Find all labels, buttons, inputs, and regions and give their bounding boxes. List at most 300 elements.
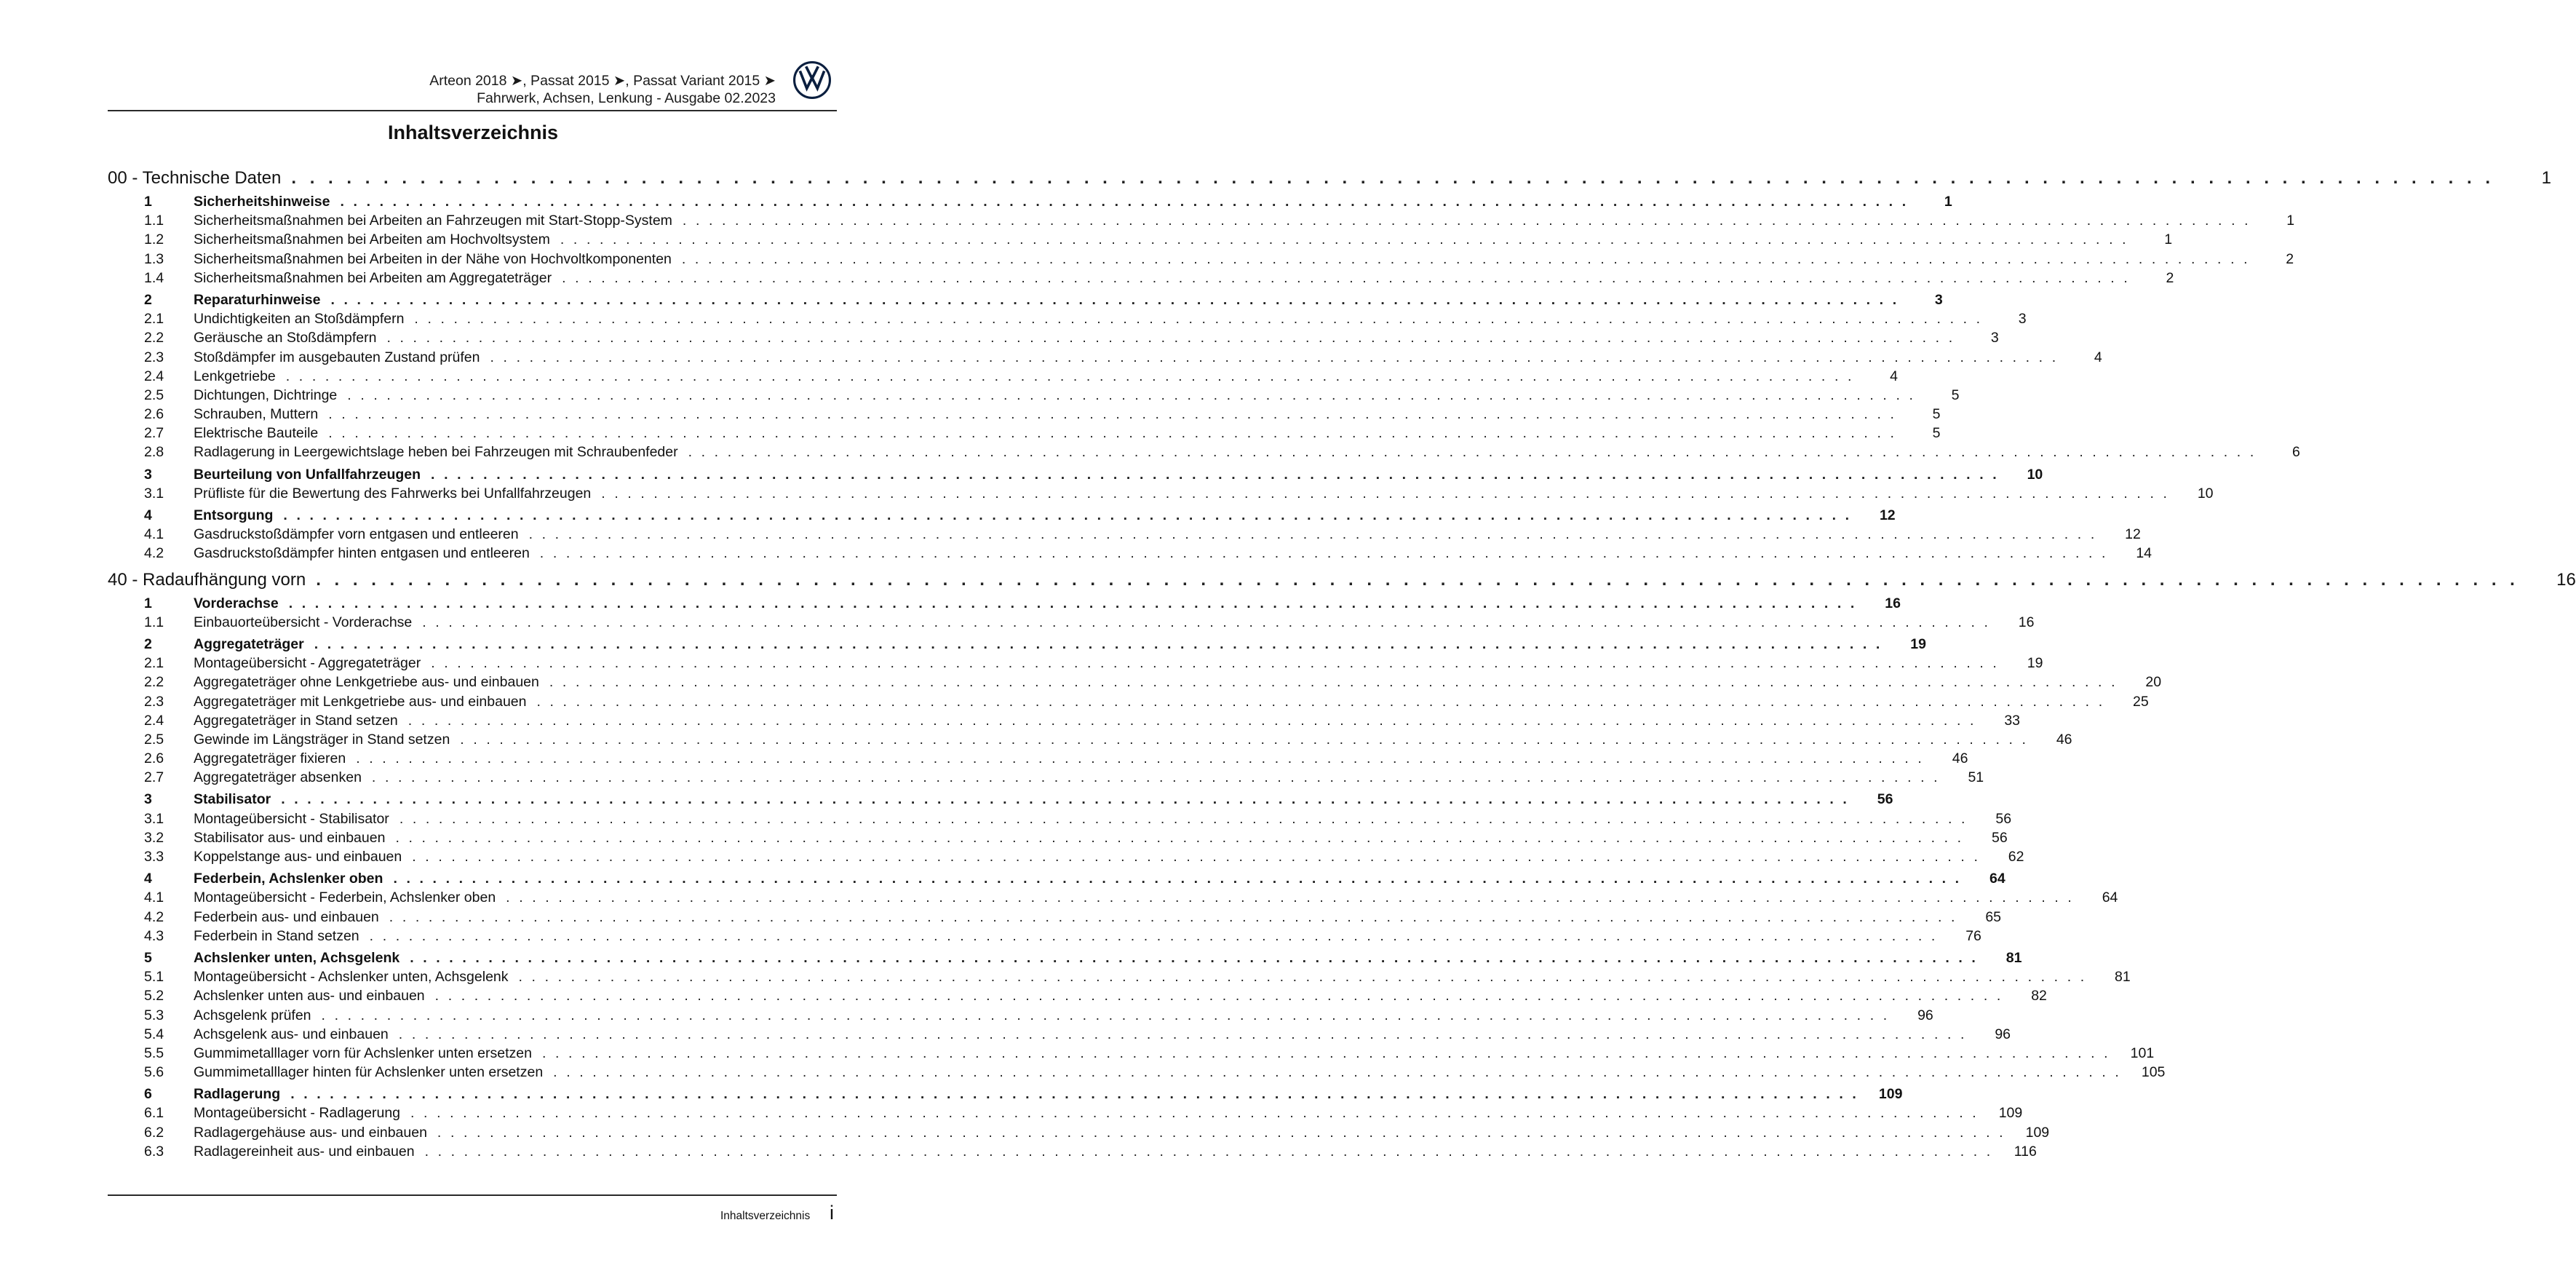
toc-page-number: 10 bbox=[2027, 466, 2043, 483]
toc-dot-leader: . . . . . . . . . . . . . . . . . . . . . . . . . . . . . . . . . . . . . . . . . . . . . . . . . . . . . . . . . . . . . . . . . . . . . . . . . . . . . . . . . . . . . . . . . . . . . . . . . . . . . . . . . . . . . . . . . . . . . . . . bbox=[398, 1026, 1968, 1042]
toc-title: Achslenker unten, Achsgelenk bbox=[194, 949, 400, 966]
header-rule bbox=[108, 110, 837, 111]
toc-leader-line bbox=[194, 730, 2072, 749]
toc-number: 4.1 bbox=[144, 526, 164, 543]
toc-page-number: 3 bbox=[2018, 311, 2027, 328]
toc-leader-line bbox=[194, 348, 2102, 367]
toc-title: Undichtigkeiten an Stoßdämpfern bbox=[194, 311, 405, 328]
toc-page-number: 76 bbox=[1965, 927, 1981, 944]
toc-title: Achsgelenk prüfen bbox=[194, 1007, 311, 1023]
toc-title: 40 - Radaufhängung vorn bbox=[108, 569, 306, 590]
toc-page-number: 5 bbox=[1932, 425, 1941, 442]
toc-leader-line bbox=[194, 367, 1898, 386]
toc-number: 6.3 bbox=[144, 1143, 164, 1160]
toc-dot-leader: . . . . . . . . . . . . . . . . . . . . . . . . . . . . . . . . . . . . . . . . . . . . . . . . . . . . . . . . . . . . . . . . . . . . . . . . . . . . . . . . . . . . . . . . . . . . . . . . . . . . . . . . . . . . . . . . . . . . . . . . bbox=[424, 1143, 1993, 1160]
toc-title: Koppelstange aus- und einbauen bbox=[194, 849, 402, 865]
toc-title: Montageübersicht - Federbein, Achslenker oben bbox=[194, 889, 496, 906]
toc-section[interactable] bbox=[108, 790, 1893, 809]
toc-chapter[interactable] bbox=[108, 569, 2576, 590]
toc-title: Stabilisator bbox=[194, 791, 271, 808]
toc-number: 4.1 bbox=[144, 889, 164, 906]
toc-leader-line bbox=[194, 711, 2021, 730]
toc-title: Montageübersicht - Aggregateträger bbox=[194, 655, 421, 672]
toc-number: 1.2 bbox=[144, 231, 164, 248]
toc-leader-line bbox=[194, 967, 2131, 986]
toc-number: 2 bbox=[144, 635, 152, 652]
toc-leader-line bbox=[194, 290, 1943, 309]
toc-title: Aggregateträger absenken bbox=[194, 769, 362, 786]
toc-dot-leader: . . . . . . . . . . . . . . . . . . . . . . . . . . . . . . . . . . . . . . . . . . . . . . . . . . . . . . . . . . . . . . . . . . . . . . . . . . . . . . . . . . . . . . . . . . . . . . . . . . . . . . . . . . . . . . . . . . . . . . . . bbox=[431, 466, 2000, 483]
toc-section[interactable] bbox=[108, 506, 1896, 525]
toc-page-number: 81 bbox=[2005, 949, 2022, 966]
toc-leader-line bbox=[194, 525, 2141, 544]
toc-dot-leader: . . . . . . . . . . . . . . . . . . . . . . . . . . . . . . . . . . . . . . . . . . . . . . . . . . . . . . . . . . . . . . . . . . . . . . . . . . . . . . . . . . . . . . . . . . . . . . . . . . . . . . . . . . . . . . . . . . . . . . . . bbox=[437, 1124, 2006, 1141]
toc-dot-leader: . . . . . . . . . . . . . . . . . . . . . . . . . . . . . . . . . . . . . . . . . . . . . . . . . . . . . . . . . . . . . . . . . . . . . . . . . . . . . . . . . . . . . . . . . . . . . . . . . . . . . . . . . . . . . . . . . . . . . . . . bbox=[681, 250, 2251, 267]
toc-page-number: 64 bbox=[2102, 889, 2118, 906]
toc-page-number: 1 bbox=[2541, 168, 2552, 188]
toc-dot-leader: . . . . . . . . . . . . . . . . . . . . . . . . . . . . . . . . . . . . . . . . . . . . . . . . . . . . . . . . . . . . . . . . . . . . . . . . . . . . . . . . . . . . . . . . . . . . . . . . . . . . . . . . . . . . . . . . . . . . . . . . bbox=[528, 526, 2097, 543]
toc-title: Sicherheitsmaßnahmen bei Arbeiten an Fahrzeugen mit Start-Stopp-System bbox=[194, 213, 672, 229]
toc-title: Gummimetalllager hinten für Achslenker unten ersetzen bbox=[194, 1064, 544, 1081]
toc-leader-line bbox=[194, 948, 2022, 967]
toc-leader-line bbox=[194, 424, 1941, 443]
toc-leader-line bbox=[194, 250, 2294, 269]
toc-section[interactable] bbox=[108, 635, 1926, 654]
toc-dot-leader: . . . . . . . . . . . . . . . . . . . . . . . . . . . . . . . . . . . . . . . . . . . . . . . . . . . . . . . . . . . . . . . . . . . . . . . . . . . . . . . . . . . . . . . . . . . . . . . . . . . . . . . . . . . . . . . . . . . . . . . . bbox=[422, 614, 1991, 630]
toc-title: Beurteilung von Unfallfahrzeugen bbox=[194, 466, 421, 483]
toc-dot-leader: . . . . . . . . . . . . . . . . . . . . . . . . . . . . . . . . . . . . . . . . . . . . . . . . . . . . . . . . . . . . . . . . . . . . . . . . . . . . . . . . . . . . . . . . . . . . . . . . . . . . . . . . . . . . . . . . . . . . . . . . bbox=[560, 231, 2129, 248]
toc-page-number: 6 bbox=[2291, 444, 2300, 461]
toc-leader-line bbox=[194, 192, 1952, 211]
toc-dot-leader: . . . . . . . . . . . . . . . . . . . . . . . . . . . . . . . . . . . . . . . . . . . . . . . . . . . . . . . . . . . . . . . . . . . . . . . . . . . . . . . . . . . . . . . . . . . . . . . . . . . . . . . . . . . . . . . . . . . . . . . . bbox=[386, 330, 1955, 346]
toc-title: Gasdruckstoßdämpfer vorn entgasen und entleeren bbox=[194, 526, 519, 543]
toc-entry[interactable] bbox=[108, 927, 1981, 946]
toc-number: 2.7 bbox=[144, 425, 164, 442]
toc-page-number: 109 bbox=[1878, 1086, 1903, 1103]
toc-leader-line bbox=[194, 927, 1981, 946]
toc-entry[interactable] bbox=[108, 1142, 2037, 1161]
toc-number: 2.6 bbox=[144, 406, 164, 423]
toc-leader-line bbox=[194, 986, 2047, 1005]
toc-leader-line bbox=[194, 594, 1901, 613]
toc-page-number: 101 bbox=[2130, 1045, 2155, 1061]
toc-number: 3 bbox=[144, 791, 152, 808]
toc-leader-line bbox=[194, 749, 1968, 768]
toc-title: Lenkgetriebe bbox=[194, 368, 276, 384]
toc-page-number: 109 bbox=[2025, 1124, 2050, 1141]
toc-page-number: 3 bbox=[1990, 330, 1999, 346]
toc-entry[interactable] bbox=[108, 1063, 2166, 1082]
toc-number: 3.3 bbox=[144, 849, 164, 865]
toc-leader-line bbox=[194, 654, 2043, 673]
toc-page-number: 16 bbox=[2556, 569, 2576, 590]
toc-entry[interactable] bbox=[108, 613, 2035, 632]
toc-section[interactable] bbox=[108, 948, 2022, 967]
toc-leader-line bbox=[194, 386, 1960, 405]
footer-page-number: i bbox=[830, 1202, 834, 1224]
toc-entry[interactable] bbox=[108, 443, 2300, 461]
toc-page-number: 109 bbox=[1998, 1105, 2023, 1122]
toc-entry[interactable] bbox=[108, 986, 2047, 1005]
toc-page-number: 64 bbox=[1989, 871, 2005, 887]
toc-page-number: 46 bbox=[2056, 731, 2072, 748]
toc-title: Federbein aus- und einbauen bbox=[194, 908, 379, 925]
toc-dot-leader: . . . . . . . . . . . . . . . . . . . . . . . . . . . . . . . . . . . . . . . . . . . . . . . . . . . . . . . . . . . . . . . . . . . . . . . . . . . . . . . . . . . . . . . . . . . . . . . . . . . . . . . . . . . . . . . . . . . . . . . . bbox=[371, 769, 1941, 786]
toc-number: 3 bbox=[144, 466, 152, 483]
toc-leader-line bbox=[194, 613, 2035, 632]
toc-page-number: 82 bbox=[2031, 988, 2047, 1004]
toc-page-number: 20 bbox=[2145, 674, 2162, 691]
toc-page-number: 14 bbox=[2136, 545, 2152, 562]
toc-entry[interactable] bbox=[108, 1006, 1933, 1025]
toc-page-number: 62 bbox=[2008, 849, 2024, 865]
toc-title: Radlagereinheit aus- und einbauen bbox=[194, 1143, 415, 1160]
vw-logo-icon bbox=[793, 61, 831, 99]
toc-entry[interactable] bbox=[108, 673, 2162, 692]
toc-number: 4 bbox=[144, 507, 152, 523]
toc-number: 6.2 bbox=[144, 1124, 164, 1141]
toc-entry[interactable] bbox=[108, 405, 1941, 424]
toc-leader-line bbox=[108, 569, 2576, 590]
toc-title: Stoßdämpfer im ausgebauten Zustand prüfen bbox=[194, 349, 480, 365]
toc-page-number: 46 bbox=[1952, 750, 1968, 767]
header-subtitle: Fahrwerk, Achsen, Lenkung - Ausgabe 02.2023 bbox=[477, 90, 776, 106]
toc-dot-leader: . . . . . . . . . . . . . . . . . . . . . . . . . . . . . . . . . . . . . . . . . . . . . . . . . . . . . . . . . . . . . . . . . . . . . . . . . . . . . . . . . . . . . . . . . . . . . . . . . . . . . . . . . . . . . . . . . . . . . . . . bbox=[290, 1086, 1859, 1103]
toc-section[interactable] bbox=[108, 290, 1943, 309]
toc-leader-line bbox=[194, 1123, 2050, 1142]
toc-title: Geräusche an Stoßdämpfern bbox=[194, 330, 377, 346]
toc-page-number: 2 bbox=[2286, 250, 2294, 267]
toc-entry[interactable] bbox=[108, 967, 2131, 986]
toc-leader-line bbox=[194, 673, 2162, 692]
toc-number: 1.4 bbox=[144, 269, 164, 286]
toc-dot-leader: . . . . . . . . . . . . . . . . . . . . . . . . . . . . . . . . . . . . . . . . . . . . . . . . . . . . . . . . . . . . . . . . . . . . . . . . . . . . . . . . . . . . . . . . . . . . . . . . . . . . . . . . . . . . . . . . . . . . . . . . bbox=[328, 425, 1897, 442]
toc-leader-line bbox=[194, 692, 2149, 711]
toc-page-number: 16 bbox=[1885, 595, 1901, 611]
toc-page-number: 33 bbox=[2004, 712, 2021, 729]
toc-entry[interactable] bbox=[108, 424, 1941, 443]
toc-title: Stabilisator aus- und einbauen bbox=[194, 829, 386, 846]
toc-number: 3.2 bbox=[144, 829, 164, 846]
toc-title: Sicherheitsmaßnahmen bei Arbeiten in der Nähe von Hochvoltkomponenten bbox=[194, 250, 672, 267]
toc-title: Aggregateträger fixieren bbox=[194, 750, 346, 767]
toc-leader-line bbox=[194, 1063, 2166, 1082]
toc-dot-leader: . . . . . . . . . . . . . . . . . . . . . . . . . . . . . . . . . . . . . . . . . . . . . . . . . . . . . . . . . . . . . . . . . . . . . . . . . . . . . . . . . . . . . . . . . . . . . . . . . . . . . . . . . . . . . . . . . . . . . . . . bbox=[688, 444, 2257, 461]
toc-dot-leader: . . . . . . . . . . . . . . . . . . . . . . . . . . . . . . . . . . . . . . . . . . . . . . . . . . . . . . . . . . . . . . . . . . . . . . . . . . . . . . . . . . . . . . . . . . . . . . . . . . . . . . . . . . . . . . . . . . . . . . . . bbox=[549, 674, 2118, 691]
toc-entry[interactable] bbox=[108, 386, 1960, 405]
toc-page-number: 51 bbox=[1968, 769, 1984, 786]
toc-number: 2.4 bbox=[144, 712, 164, 729]
toc-leader-line bbox=[194, 230, 2173, 249]
toc-title: Aggregateträger mit Lenkgetriebe aus- und einbauen bbox=[194, 693, 527, 710]
toc-number: 5.1 bbox=[144, 969, 164, 986]
toc-section[interactable] bbox=[108, 869, 2005, 888]
toc-dot-leader: . . . . . . . . . . . . . . . . . . . . . . . . . . . . . . . . . . . . . . . . . . . . . . . . . . . . . . . . . . . . . . . . . . . . . . . . . . . . . . . . . . . . . . . . . . . . . . . . . . . . . . . . . . . . . . . . . . . . . . . . bbox=[393, 871, 1962, 887]
toc-leader-line bbox=[194, 1044, 2155, 1063]
toc-leader-line bbox=[194, 1085, 1903, 1103]
toc-leader-line bbox=[194, 1103, 2023, 1122]
toc-dot-leader: . . . . . . . . . . . . . . . . . . . . . . . . . . . . . . . . . . . . . . . . . . . . . . . . . . . . . . . . . . . . . . . . . . . . . . . . . . . . . . . . . . . . . . . . . . . . . . . . . . . . . . . . . . . . . . . . . . . . . . . . bbox=[414, 311, 1983, 328]
toc-entry[interactable] bbox=[108, 367, 1898, 386]
toc-entry[interactable] bbox=[108, 328, 1999, 347]
toc-leader-line bbox=[108, 168, 2552, 188]
toc-leader-line bbox=[194, 506, 1896, 525]
toc-dot-leader: . . . . . . . . . . . . . . . . . . . . . . . . . . . . . . . . . . . . . . . . . . . . . . . . . . . . . . . . . . . . . . . . . . . . . . . . . . . . . . . . . . . . . . . . . . . . . . . . . . . . . . . . . . . . . . . . . . . . . . . . bbox=[536, 693, 2105, 710]
toc-page-number: 3 bbox=[1934, 291, 1943, 308]
toc-dot-leader: . . . . . . . . . . . . . . . . . . . . . . . . . . . . . . . . . . . . . . . . . . . . . . . . . . . . . . . . . . . . . . . . . . . . . . . . . . . . . . . . . . . . . . . . . . . . . . . . . . . . . . . . . . . . . . . . . . . . . . . . bbox=[541, 1045, 2111, 1061]
toc-page-number: 5 bbox=[1951, 387, 1960, 403]
toc-page-number: 96 bbox=[1995, 1026, 2011, 1042]
toc-leader-line bbox=[194, 908, 2002, 927]
toc-page-number: 105 bbox=[2141, 1064, 2166, 1081]
toc-dot-leader: . . . . . . . . . . . . . . . . . . . . . . . . . . . . . . . . . . . . . . . . . . . . . . . . . . . . . . . . . . . . . . . . . . . . . . . . . . . . . . . . . . . . . . . . . . . . . . . . . . . . . . . . . . . . . . . . . . . . . . . . bbox=[431, 655, 2000, 672]
toc-page-number: 19 bbox=[2027, 655, 2043, 672]
toc-dot-leader: . . . . . . . . . . . . . . . . . . . . . . . . . . . . . . . . . . . . . . . . . . . . . . . . . . . . . . . . . . . . . . . . . . . . . . . . . . . . . . . . . . . . . . . . . . . . . . . . . . . . . . . . . . . . . . . . . . . . . . . . bbox=[395, 829, 1964, 846]
toc-dot-leader: . . . . . . . . . . . . . . . . . . . . . . . . . . . . . . . . . . . . . . . . . . . . . . . . . . . . . . . . . . . . . . . . . . . . . . . . . . . . . . . . . . . . . . . . . . . . . . . . . . . . . . . . . . . . . . . . . . . . . . . . bbox=[314, 635, 1883, 652]
toc-page-number: 56 bbox=[1877, 791, 1893, 808]
toc-title: Sicherheitsmaßnahmen bei Arbeiten am Hochvoltsystem bbox=[194, 231, 550, 248]
toc-entry[interactable] bbox=[108, 768, 1984, 787]
toc-dot-leader: . . . . . . . . . . . . . . . . . . . . . . . . . . . . . . . . . . . . . . . . . . . . . . . . . . . . . . . . . . . . . . . . . . . . . . . . . . . . . . . . . . . . . . . . . . . . . . . . . . . . . . . . . . . . . . . . . . . . . . . . bbox=[490, 349, 2059, 365]
toc-title: Aggregateträger ohne Lenkgetriebe aus- und einbauen bbox=[194, 674, 539, 691]
toc-number: 2.7 bbox=[144, 769, 164, 786]
toc-entry[interactable] bbox=[108, 711, 2021, 730]
toc-number: 2.1 bbox=[144, 655, 164, 672]
toc-title: Entsorgung bbox=[194, 507, 274, 523]
footer-rule bbox=[108, 1194, 837, 1196]
toc-number: 2.6 bbox=[144, 750, 164, 767]
toc-leader-line bbox=[194, 768, 1984, 787]
table-of-contents bbox=[108, 168, 2576, 1161]
toc-title: Radlagerung in Leergewichtslage heben bei Fahrzeugen mit Schraubenfeder bbox=[194, 444, 678, 461]
toc-page-number: 65 bbox=[1985, 908, 2002, 925]
toc-title: Federbein, Achslenker oben bbox=[194, 871, 383, 887]
toc-entry[interactable] bbox=[108, 730, 2072, 749]
toc-entry[interactable] bbox=[108, 847, 2024, 866]
toc-page-number: 5 bbox=[1932, 406, 1941, 423]
toc-dot-leader: . . . . . . . . . . . . . . . . . . . . . . . . . . . . . . . . . . . . . . . . . . . . . . . . . . . . . . . . . . . . . . . . . . . . . . . . . . . . . . . . . . . . . . . . . . . . . . . . . . . . . . . . . . . . . . . . . . . . . . . . bbox=[553, 1064, 2122, 1081]
toc-number: 5.3 bbox=[144, 1007, 164, 1023]
toc-number: 1.1 bbox=[144, 614, 164, 630]
toc-leader-line bbox=[194, 309, 2027, 328]
toc-entry[interactable] bbox=[108, 888, 2118, 907]
toc-dot-leader: . . . . . . . . . . . . . . . . . . . . . . . . . . . . . . . . . . . . . . . . . . . . . . . . . . . . . . . . . . . . . . . . . . . . . . . . . . . . . . . . . . . . . . . . . . . . . . . . . . . . . . . . . . . . . . . . . . . . . . . . bbox=[562, 269, 2131, 286]
toc-page-number: 10 bbox=[2197, 485, 2214, 502]
toc-title: Prüfliste für die Bewertung des Fahrwerks bei Unfallfahrzeugen bbox=[194, 485, 592, 502]
toc-entry[interactable] bbox=[108, 309, 2027, 328]
toc-dot-leader: . . . . . . . . . . . . . . . . . . . . . . . . . . . . . . . . . . . . . . . . . . . . . . . . . . . . . . . . . . . . . . . . . . . . . . . . . . . . . . . . . . . . . . . . . . . . . . . . . . . . . . . . . . . . . . . . . . . . . . . . bbox=[328, 406, 1897, 423]
toc-chapter[interactable] bbox=[108, 168, 2552, 188]
toc-number: 3.1 bbox=[144, 485, 164, 502]
toc-entry[interactable] bbox=[108, 1044, 2155, 1063]
toc-dot-leader: . . . . . . . . . . . . . . . . . . . . . . . . . . . . . . . . . . . . . . . . . . . . . . . . . . . . . . . . . . . . . . . . . . . . . . . . . . . . . . . . . . . . . . . . . . . . . . . . . . . . . . . . . . . . . . . . . . . . . . . . bbox=[330, 291, 1899, 308]
toc-number: 4.2 bbox=[144, 908, 164, 925]
toc-dot-leader: . . . . . . . . . . . . . . . . . . . . . . . . . . . . . . . . . . . . . . . . . . . . . . . . . . . . . . . . . . . . . . . . . . . . . . . . . . . . . . . . . . . . . . . . . . . . . . . . . . . . . . . . . . . . . . . . . . . . . . . . bbox=[316, 569, 2519, 590]
toc-title: Gewinde im Längsträger in Stand setzen bbox=[194, 731, 450, 748]
toc-leader-line bbox=[194, 790, 1893, 809]
toc-number: 4 bbox=[144, 871, 152, 887]
toc-entry[interactable] bbox=[108, 1025, 2011, 1044]
toc-entry[interactable] bbox=[108, 211, 2295, 230]
toc-dot-leader: . . . . . . . . . . . . . . . . . . . . . . . . . . . . . . . . . . . . . . . . . . . . . . . . . . . . . . . . . . . . . . . . . . . . . . . . . . . . . . . . . . . . . . . . . . . . . . . . . . . . . . . . . . . . . . . . . . . . . . . . bbox=[601, 485, 2170, 502]
toc-leader-line bbox=[194, 635, 1926, 654]
toc-section[interactable] bbox=[108, 1085, 1903, 1103]
toc-title: Montageübersicht - Achslenker unten, Achsgelenk bbox=[194, 969, 509, 986]
toc-page-number: 19 bbox=[1910, 635, 1926, 652]
toc-dot-leader: . . . . . . . . . . . . . . . . . . . . . . . . . . . . . . . . . . . . . . . . . . . . . . . . . . . . . . . . . . . . . . . . . . . . . . . . . . . . . . . . . . . . . . . . . . . . . . . . . . . . . . . . . . . . . . . . . . . . . . . . bbox=[408, 712, 1977, 729]
toc-leader-line bbox=[194, 443, 2300, 461]
toc-number: 2.3 bbox=[144, 349, 164, 365]
toc-leader-line bbox=[194, 828, 2008, 847]
toc-section[interactable] bbox=[108, 465, 2043, 484]
toc-number: 2.8 bbox=[144, 444, 164, 461]
toc-title: Sicherheitsmaßnahmen bei Arbeiten am Aggregateträger bbox=[194, 269, 552, 286]
toc-dot-leader: . . . . . . . . . . . . . . . . . . . . . . . . . . . . . . . . . . . . . . . . . . . . . . . . . . . . . . . . . . . . . . . . . . . . . . . . . . . . . . . . . . . . . . . . . . . . . . . . . . . . . . . . . . . . . . . . . . . . . . . . bbox=[281, 791, 1850, 808]
toc-entry[interactable] bbox=[108, 1123, 2050, 1142]
toc-dot-leader: . . . . . . . . . . . . . . . . . . . . . . . . . . . . . . . . . . . . . . . . . . . . . . . . . . . . . . . . . . . . . . . . . . . . . . . . . . . . . . . . . . . . . . . . . . . . . . . . . . . . . . . . . . . . . . . . . . . . . . . . bbox=[321, 1007, 1890, 1023]
toc-title: Elektrische Bauteile bbox=[194, 425, 319, 442]
toc-dot-leader: . . . . . . . . . . . . . . . . . . . . . . . . . . . . . . . . . . . . . . . . . . . . . . . . . . . . . . . . . . . . . . . . . . . . . . . . . . . . . . . . . . . . . . . . . . . . . . . . . . . . . . . . . . . . . . . . . . . . . . . . bbox=[369, 927, 1938, 944]
toc-number: 2 bbox=[144, 291, 152, 308]
toc-page-number: 56 bbox=[1995, 810, 2012, 827]
toc-entry[interactable] bbox=[108, 654, 2043, 673]
toc-dot-leader: . . . . . . . . . . . . . . . . . . . . . . . . . . . . . . . . . . . . . . . . . . . . . . . . . . . . . . . . . . . . . . . . . . . . . . . . . . . . . . . . . . . . . . . . . . . . . . . . . . . . . . . . . . . . . . . . . . . . . . . . bbox=[412, 849, 1981, 865]
toc-dot-leader: . . . . . . . . . . . . . . . . . . . . . . . . . . . . . . . . . . . . . . . . . . . . . . . . . . . . . . . . . . . . . . . . . . . . . . . . . . . . . . . . . . . . . . . . . . . . . . . . . . . . . . . . . . . . . . . . . . . . . . . . bbox=[285, 368, 1854, 384]
toc-leader-line bbox=[194, 405, 1941, 424]
toc-title: Vorderachse bbox=[194, 595, 279, 611]
toc-page-number: 1 bbox=[2164, 231, 2173, 248]
toc-leader-line bbox=[194, 1142, 2037, 1161]
toc-leader-line bbox=[194, 1006, 1933, 1025]
toc-leader-line bbox=[194, 544, 2152, 563]
toc-number: 4.2 bbox=[144, 545, 164, 562]
toc-entry[interactable] bbox=[108, 230, 2173, 249]
toc-section[interactable] bbox=[108, 192, 1952, 211]
toc-title: Dichtungen, Dichtringe bbox=[194, 387, 338, 403]
toc-number: 2.1 bbox=[144, 311, 164, 328]
toc-entry[interactable] bbox=[108, 525, 2141, 544]
toc-page-number: 4 bbox=[2094, 349, 2102, 365]
toc-dot-leader: . . . . . . . . . . . . . . . . . . . . . . . . . . . . . . . . . . . . . . . . . . . . . . . . . . . . . . . . . . . . . . . . . . . . . . . . . . . . . . . . . . . . . . . . . . . . . . . . . . . . . . . . . . . . . . . . . . . . . . . . bbox=[518, 969, 2087, 986]
toc-number: 1.3 bbox=[144, 250, 164, 267]
page-title: Inhaltsverzeichnis bbox=[387, 122, 559, 143]
toc-page-number: 2 bbox=[2166, 269, 2174, 286]
toc-number: 2.2 bbox=[144, 674, 164, 691]
toc-entry[interactable] bbox=[108, 908, 2002, 927]
toc-leader-line bbox=[194, 211, 2295, 230]
toc-leader-line bbox=[194, 847, 2024, 866]
toc-leader-line bbox=[194, 888, 2118, 907]
toc-section[interactable] bbox=[108, 594, 1901, 613]
toc-title: 00 - Technische Daten bbox=[108, 168, 282, 188]
toc-number: 5.4 bbox=[144, 1026, 164, 1042]
toc-dot-leader: . . . . . . . . . . . . . . . . . . . . . . . . . . . . . . . . . . . . . . . . . . . . . . . . . . . . . . . . . . . . . . . . . . . . . . . . . . . . . . . . . . . . . . . . . . . . . . . . . . . . . . . . . . . . . . . . . . . . . . . . bbox=[506, 889, 2075, 906]
toc-dot-leader: . . . . . . . . . . . . . . . . . . . . . . . . . . . . . . . . . . . . . . . . . . . . . . . . . . . . . . . . . . . . . . . . . . . . . . . . . . . . . . . . . . . . . . . . . . . . . . . . . . . . . . . . . . . . . . . . . . . . . . . . bbox=[340, 194, 1909, 210]
toc-entry[interactable] bbox=[108, 484, 2214, 503]
toc-number: 2.3 bbox=[144, 693, 164, 710]
toc-number: 5 bbox=[144, 949, 152, 966]
toc-leader-line bbox=[194, 1025, 2011, 1044]
toc-dot-leader: . . . . . . . . . . . . . . . . . . . . . . . . . . . . . . . . . . . . . . . . . . . . . . . . . . . . . . . . . . . . . . . . . . . . . . . . . . . . . . . . . . . . . . . . . . . . . . . . . . . . . . . . . . . . . . . . . . . . . . . . bbox=[356, 750, 1925, 767]
toc-number: 5.5 bbox=[144, 1045, 164, 1061]
toc-page-number: 96 bbox=[1917, 1007, 1933, 1023]
toc-leader-line bbox=[194, 869, 2005, 888]
toc-entry[interactable] bbox=[108, 250, 2294, 269]
toc-dot-leader: . . . . . . . . . . . . . . . . . . . . . . . . . . . . . . . . . . . . . . . . . . . . . . . . . . . . . . . . . . . . . . . . . . . . . . . . . . . . . . . . . . . . . . . . . . . . . . . . . . . . . . . . . . . . . . . . . . . . . . . . bbox=[682, 213, 2251, 229]
toc-title: Reparaturhinweise bbox=[194, 291, 321, 308]
toc-leader-line bbox=[194, 809, 2012, 828]
toc-title: Schrauben, Muttern bbox=[194, 406, 319, 423]
toc-page-number: 1 bbox=[1944, 194, 1952, 210]
toc-entry[interactable] bbox=[108, 544, 2152, 563]
toc-number: 2.2 bbox=[144, 330, 164, 346]
toc-number: 5.6 bbox=[144, 1064, 164, 1081]
toc-page-number: 81 bbox=[2115, 969, 2131, 986]
header-models: Arteon 2018 ➤, Passat 2015 ➤, Passat Variant 2015 ➤ bbox=[429, 73, 776, 89]
toc-title: Sicherheitshinweise bbox=[194, 194, 330, 210]
toc-title: Radlagerung bbox=[194, 1086, 281, 1103]
toc-dot-leader: . . . . . . . . . . . . . . . . . . . . . . . . . . . . . . . . . . . . . . . . . . . . . . . . . . . . . . . . . . . . . . . . . . . . . . . . . . . . . . . . . . . . . . . . . . . . . . . . . . . . . . . . . . . . . . . . . . . . . . . . bbox=[410, 949, 1979, 966]
footer-label: Inhaltsverzeichnis bbox=[720, 1210, 811, 1222]
toc-number: 1 bbox=[144, 595, 152, 611]
toc-leader-line bbox=[194, 465, 2043, 484]
toc-page-number: 116 bbox=[2014, 1143, 2037, 1160]
toc-title: Einbauorteübersicht - Vorderachse bbox=[194, 614, 413, 630]
toc-title: Radlagergehäuse aus- und einbauen bbox=[194, 1124, 427, 1141]
toc-page-number: 12 bbox=[2125, 526, 2141, 543]
toc-title: Montageübersicht - Radlagerung bbox=[194, 1105, 401, 1122]
toc-title: Montageübersicht - Stabilisator bbox=[194, 810, 389, 827]
toc-leader-line bbox=[194, 269, 2174, 288]
toc-page-number: 4 bbox=[1890, 368, 1898, 384]
toc-title: Aggregateträger bbox=[194, 635, 304, 652]
toc-title: Federbein in Stand setzen bbox=[194, 927, 359, 944]
toc-page-number: 56 bbox=[1991, 829, 2008, 846]
toc-page-number: 25 bbox=[2133, 693, 2149, 710]
toc-number: 1 bbox=[144, 194, 152, 210]
toc-number: 2.5 bbox=[144, 731, 164, 748]
toc-dot-leader: . . . . . . . . . . . . . . . . . . . . . . . . . . . . . . . . . . . . . . . . . . . . . . . . . . . . . . . . . . . . . . . . . . . . . . . . . . . . . . . . . . . . . . . . . . . . . . . . . . . . . . . . . . . . . . . . . . . . . . . . bbox=[347, 387, 1916, 403]
toc-entry[interactable] bbox=[108, 692, 2149, 711]
toc-leader-line bbox=[194, 484, 2214, 503]
toc-number: 4.3 bbox=[144, 927, 164, 944]
toc-dot-leader: . . . . . . . . . . . . . . . . . . . . . . . . . . . . . . . . . . . . . . . . . . . . . . . . . . . . . . . . . . . . . . . . . . . . . . . . . . . . . . . . . . . . . . . . . . . . . . . . . . . . . . . . . . . . . . . . . . . . . . . . bbox=[399, 810, 1968, 827]
toc-dot-leader: . . . . . . . . . . . . . . . . . . . . . . . . . . . . . . . . . . . . . . . . . . . . . . . . . . . . . . . . . . . . . . . . . . . . . . . . . . . . . . . . . . . . . . . . . . . . . . . . . . . . . . . . . . . . . . . . . . . . . . . . bbox=[389, 908, 1958, 925]
toc-number: 2.5 bbox=[144, 387, 164, 403]
toc-number: 6 bbox=[144, 1086, 152, 1103]
toc-dot-leader: . . . . . . . . . . . . . . . . . . . . . . . . . . . . . . . . . . . . . . . . . . . . . . . . . . . . . . . . . . . . . . . . . . . . . . . . . . . . . . . . . . . . . . . . . . . . . . . . . . . . . . . . . . . . . . . . . . . . . . . . bbox=[291, 168, 2495, 188]
toc-dot-leader: . . . . . . . . . . . . . . . . . . . . . . . . . . . . . . . . . . . . . . . . . . . . . . . . . . . . . . . . . . . . . . . . . . . . . . . . . . . . . . . . . . . . . . . . . . . . . . . . . . . . . . . . . . . . . . . . . . . . . . . . bbox=[288, 595, 1857, 611]
toc-entry[interactable] bbox=[108, 1103, 2023, 1122]
toc-entry[interactable] bbox=[108, 269, 2174, 288]
toc-page-number: 16 bbox=[2018, 614, 2035, 630]
toc-title: Aggregateträger in Stand setzen bbox=[194, 712, 398, 729]
toc-dot-leader: . . . . . . . . . . . . . . . . . . . . . . . . . . . . . . . . . . . . . . . . . . . . . . . . . . . . . . . . . . . . . . . . . . . . . . . . . . . . . . . . . . . . . . . . . . . . . . . . . . . . . . . . . . . . . . . . . . . . . . . . bbox=[410, 1105, 1979, 1122]
toc-title: Gasdruckstoßdämpfer hinten entgasen und entleeren bbox=[194, 545, 530, 562]
toc-entry[interactable] bbox=[108, 828, 2008, 847]
toc-dot-leader: . . . . . . . . . . . . . . . . . . . . . . . . . . . . . . . . . . . . . . . . . . . . . . . . . . . . . . . . . . . . . . . . . . . . . . . . . . . . . . . . . . . . . . . . . . . . . . . . . . . . . . . . . . . . . . . . . . . . . . . . bbox=[434, 988, 2003, 1004]
toc-page-number: 12 bbox=[1879, 507, 1896, 523]
toc-number: 2.4 bbox=[144, 368, 164, 384]
toc-dot-leader: . . . . . . . . . . . . . . . . . . . . . . . . . . . . . . . . . . . . . . . . . . . . . . . . . . . . . . . . . . . . . . . . . . . . . . . . . . . . . . . . . . . . . . . . . . . . . . . . . . . . . . . . . . . . . . . . . . . . . . . . bbox=[460, 731, 2029, 748]
toc-entry[interactable] bbox=[108, 348, 2102, 367]
toc-entry[interactable] bbox=[108, 749, 1968, 768]
toc-title: Gummimetalllager vorn für Achslenker unten ersetzen bbox=[194, 1045, 532, 1061]
toc-dot-leader: . . . . . . . . . . . . . . . . . . . . . . . . . . . . . . . . . . . . . . . . . . . . . . . . . . . . . . . . . . . . . . . . . . . . . . . . . . . . . . . . . . . . . . . . . . . . . . . . . . . . . . . . . . . . . . . . . . . . . . . . bbox=[539, 545, 2109, 562]
toc-title: Achsgelenk aus- und einbauen bbox=[194, 1026, 389, 1042]
toc-number: 1.1 bbox=[144, 213, 164, 229]
toc-entry[interactable] bbox=[108, 809, 2012, 828]
